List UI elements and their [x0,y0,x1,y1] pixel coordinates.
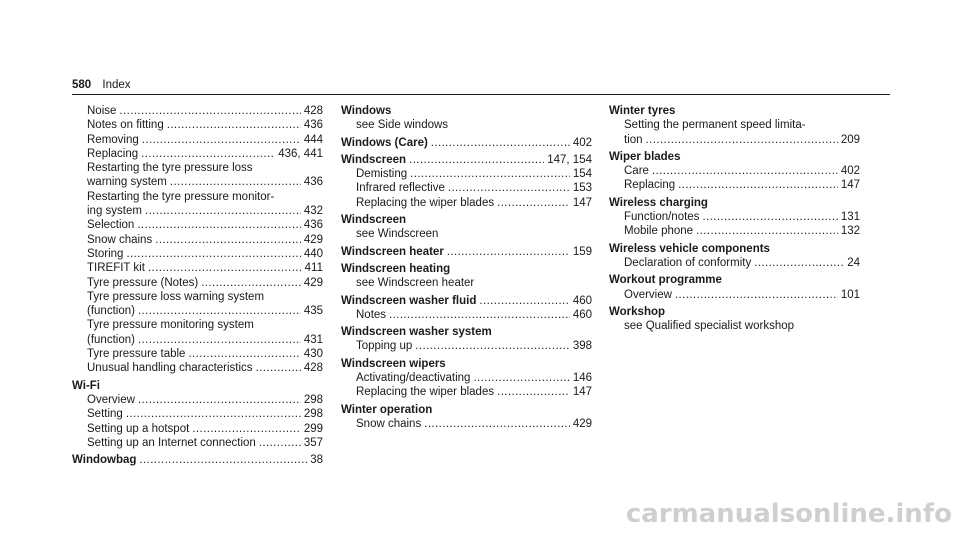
leader-dots [137,218,301,232]
watermark: carmanualsonline.info [625,499,952,529]
page-reference: 444 [303,133,323,146]
index-subentry [609,256,860,270]
page-reference: 147 [572,196,592,209]
page-reference: 411 [304,262,323,275]
leader-dots [155,233,301,247]
entry-text: see Qualified specialist workshop [624,320,795,333]
entry-text: see Side windows [356,119,449,132]
leader-dots [138,304,301,318]
entry-text: Setting the permanent speed limita- [624,119,806,132]
index-subentry [72,422,323,436]
index-subentry [72,276,323,290]
entry-text: Noise [87,105,117,117]
leader-dots [389,308,570,322]
page-reference: 298 [303,408,323,421]
leader-dots [201,276,301,290]
index-subentry [72,104,323,118]
page-reference: 299 [303,422,323,435]
index-subentry [609,319,860,333]
index-subentry [341,167,592,181]
index-subentry [72,261,323,275]
index-entry [341,325,592,339]
entry-text: Unusual handling characteristics [87,362,253,375]
page-reference: 147, 154 [547,153,592,166]
leader-dots [675,288,838,302]
leader-dots [448,181,570,195]
page-reference: 431 [303,333,323,346]
leader-dots [424,417,570,431]
entry-text: Replacing [87,147,139,160]
entry-text: (function) [87,333,135,346]
index-entry [341,136,592,150]
entry-text: Setting [87,408,123,421]
leader-dots [409,153,544,167]
index-subentry [72,218,323,232]
leader-dots [148,261,302,275]
section-title: Index [102,79,131,91]
page-reference: 146 [572,372,592,385]
leader-dots [138,333,301,347]
index-entry [341,357,592,371]
entry-text: Activating/deactivating [356,372,471,385]
leader-dots [188,347,300,361]
entry-text: Windscreen washer system [341,326,492,339]
entry-text: Workshop [609,305,666,318]
page-reference: 357 [303,436,323,449]
index-subentry [609,133,860,147]
entry-text: see Windscreen [356,228,439,241]
leader-dots [126,247,300,261]
index-subentry [341,339,592,353]
entry-text: Restarting the tyre pressure loss [87,162,253,175]
index-entry [609,104,860,118]
page-number: 580 [72,79,92,91]
page-reference: 460 [572,294,592,307]
page-reference: 436, 441 [278,147,323,160]
entry-text: Tyre pressure monitoring system [87,319,254,332]
index-subentry [72,190,323,204]
entry-text: tion [624,133,643,146]
index-entry [609,305,860,319]
index-subentry [72,204,323,218]
index-subentry [72,147,323,161]
entry-text: Snow chains [87,233,153,246]
page-header [72,78,131,92]
index-subentry [341,371,592,385]
index-subentry [72,436,323,450]
entry-text: Wireless charging [609,196,708,209]
entry-text: Notes [356,308,387,321]
page-reference: 132 [840,225,860,238]
entry-text: Windscreen washer fluid [341,294,477,307]
leader-dots [497,385,570,399]
entry-text: Windows (Care) [341,136,428,149]
leader-dots [479,294,569,308]
leader-dots [142,133,301,147]
index-subentry [341,181,592,195]
entry-text: TIREFIT kit [87,262,145,275]
entry-text: Restarting the tyre pressure monitor- [87,190,275,203]
leader-dots [256,361,301,375]
index-subentry [341,196,592,210]
page-reference: 131 [840,211,860,224]
index-subentry [72,333,323,347]
leader-dots [431,136,570,150]
index-subentry [72,347,323,361]
index-subentry [341,385,592,399]
entry-text: Replacing the wiper blades [356,196,495,209]
leader-dots [415,339,570,353]
index-entry [341,262,592,276]
page-reference: 436 [303,219,323,232]
leader-dots [192,422,301,436]
index-subentry [341,276,592,290]
entry-text: Infrared reflective [356,182,445,195]
page-reference: 398 [572,340,592,353]
index-subentry [609,164,860,178]
entry-text: Wiper blades [609,150,681,163]
page-reference: 147 [572,386,592,399]
index-subentry [72,407,323,421]
page-reference: 429 [303,276,323,289]
index-entry [72,453,323,467]
page-reference: 154 [572,168,592,181]
header-rule [72,94,890,95]
page-reference: 429 [303,233,323,246]
leader-dots [119,104,300,118]
entry-text: Windowbag [72,454,137,467]
leader-dots [170,175,301,189]
index-subentry [341,417,592,431]
index-column-2 [341,104,592,431]
index-entry [341,153,592,167]
entry-text: Storing [87,247,124,260]
entry-text: Winter operation [341,403,433,416]
page-reference: 435 [303,305,323,318]
entry-text: Tyre pressure (Notes) [87,276,199,289]
page-reference: 159 [572,245,592,258]
entry-text: Selection [87,219,135,232]
page-reference: 24 [847,256,860,269]
entry-text: Demisting [356,168,408,181]
leader-dots [696,224,838,238]
index-entry [341,294,592,308]
entry-text: Setting up an Internet connection [87,436,256,449]
index-subentry [72,304,323,318]
page-reference: 436 [303,119,323,132]
entry-text: see Windscreen heater [356,277,475,290]
leader-dots [754,256,844,270]
entry-text: Tyre pressure table [87,348,186,361]
leader-dots [473,371,569,385]
entry-text: Snow chains [356,417,422,430]
leader-dots [410,167,570,181]
leader-dots [139,453,307,467]
index-subentry [609,178,860,192]
entry-text: Windscreen [341,153,407,166]
index-subentry [72,233,323,247]
index-subentry [72,361,323,375]
entry-text: Notes on fitting [87,119,164,132]
entry-text: warning system [87,176,167,189]
entry-text: Replacing the wiper blades [356,386,495,399]
index-subentry [609,210,860,224]
index-entry [341,213,592,227]
index-entry [609,150,860,164]
entry-text: Windscreen [341,214,407,227]
page-reference: 101 [840,288,860,301]
index-entry [341,403,592,417]
leader-dots [167,118,301,132]
index-subentry [72,133,323,147]
entry-text: Wireless vehicle components [609,242,770,255]
leader-dots [138,393,301,407]
entry-text: Care [624,165,649,178]
page-reference: 402 [572,136,592,149]
index-entry [341,245,592,259]
index-subentry [72,247,323,261]
entry-text: Overview [624,288,672,301]
page-reference: 298 [303,393,323,406]
index-subentry [341,227,592,241]
entry-text: Removing [87,133,139,146]
index-subentry [72,175,323,189]
page-reference: 436 [303,176,323,189]
entry-text: Declaration of conformity [624,256,752,269]
leader-dots [145,204,301,218]
index-entry [609,273,860,287]
index-subentry [341,308,592,322]
entry-text: Windscreen wipers [341,357,446,370]
page-reference: 429 [572,417,592,430]
page-reference: 147 [840,179,860,192]
page-reference: 209 [840,133,860,146]
index-subentry [609,224,860,238]
entry-text: (function) [87,305,135,318]
entry-text: Topping up [356,340,413,353]
index-subentry [72,393,323,407]
entry-text: Function/notes [624,211,700,224]
entry-text: Winter tyres [609,105,676,117]
page-reference: 460 [572,308,592,321]
entry-text: Windows [341,105,392,117]
index-column-1 [72,104,323,467]
entry-text: Windscreen heating [341,262,451,275]
page-reference: 440 [303,247,323,260]
entry-text: Overview [87,393,135,406]
leader-dots [702,210,837,224]
leader-dots [678,178,838,192]
index-entry [609,196,860,210]
entry-text: Workout programme [609,274,722,287]
entry-text: Tyre pressure loss warning system [87,290,265,303]
index-subentry [72,290,323,304]
leader-dots [259,436,301,450]
page-reference: 38 [310,454,323,467]
entry-text: Wi-Fi [72,379,100,392]
index-entry [341,104,592,118]
index-column-3 [609,104,860,333]
index-subentry [72,318,323,332]
index-subentry [609,288,860,302]
page-reference: 153 [572,182,592,195]
leader-dots [447,245,570,259]
page-reference: 402 [840,165,860,178]
page-reference: 428 [303,105,323,117]
leader-dots [141,147,275,161]
index-entry [72,379,323,393]
page-reference: 432 [303,205,323,218]
leader-dots [126,407,301,421]
index-entry [609,242,860,256]
page-reference: 430 [303,348,323,361]
entry-text: Setting up a hotspot [87,422,190,435]
leader-dots [497,196,570,210]
leader-dots [646,133,838,147]
index-subentry [72,118,323,132]
page-reference: 428 [303,362,323,375]
index-subentry [609,118,860,132]
index-subentry [341,118,592,132]
entry-text: Windscreen heater [341,245,444,258]
entry-text: Replacing [624,179,676,192]
entry-text: ing system [87,205,142,218]
index-subentry [72,161,323,175]
leader-dots [652,164,838,178]
entry-text: Mobile phone [624,225,694,238]
